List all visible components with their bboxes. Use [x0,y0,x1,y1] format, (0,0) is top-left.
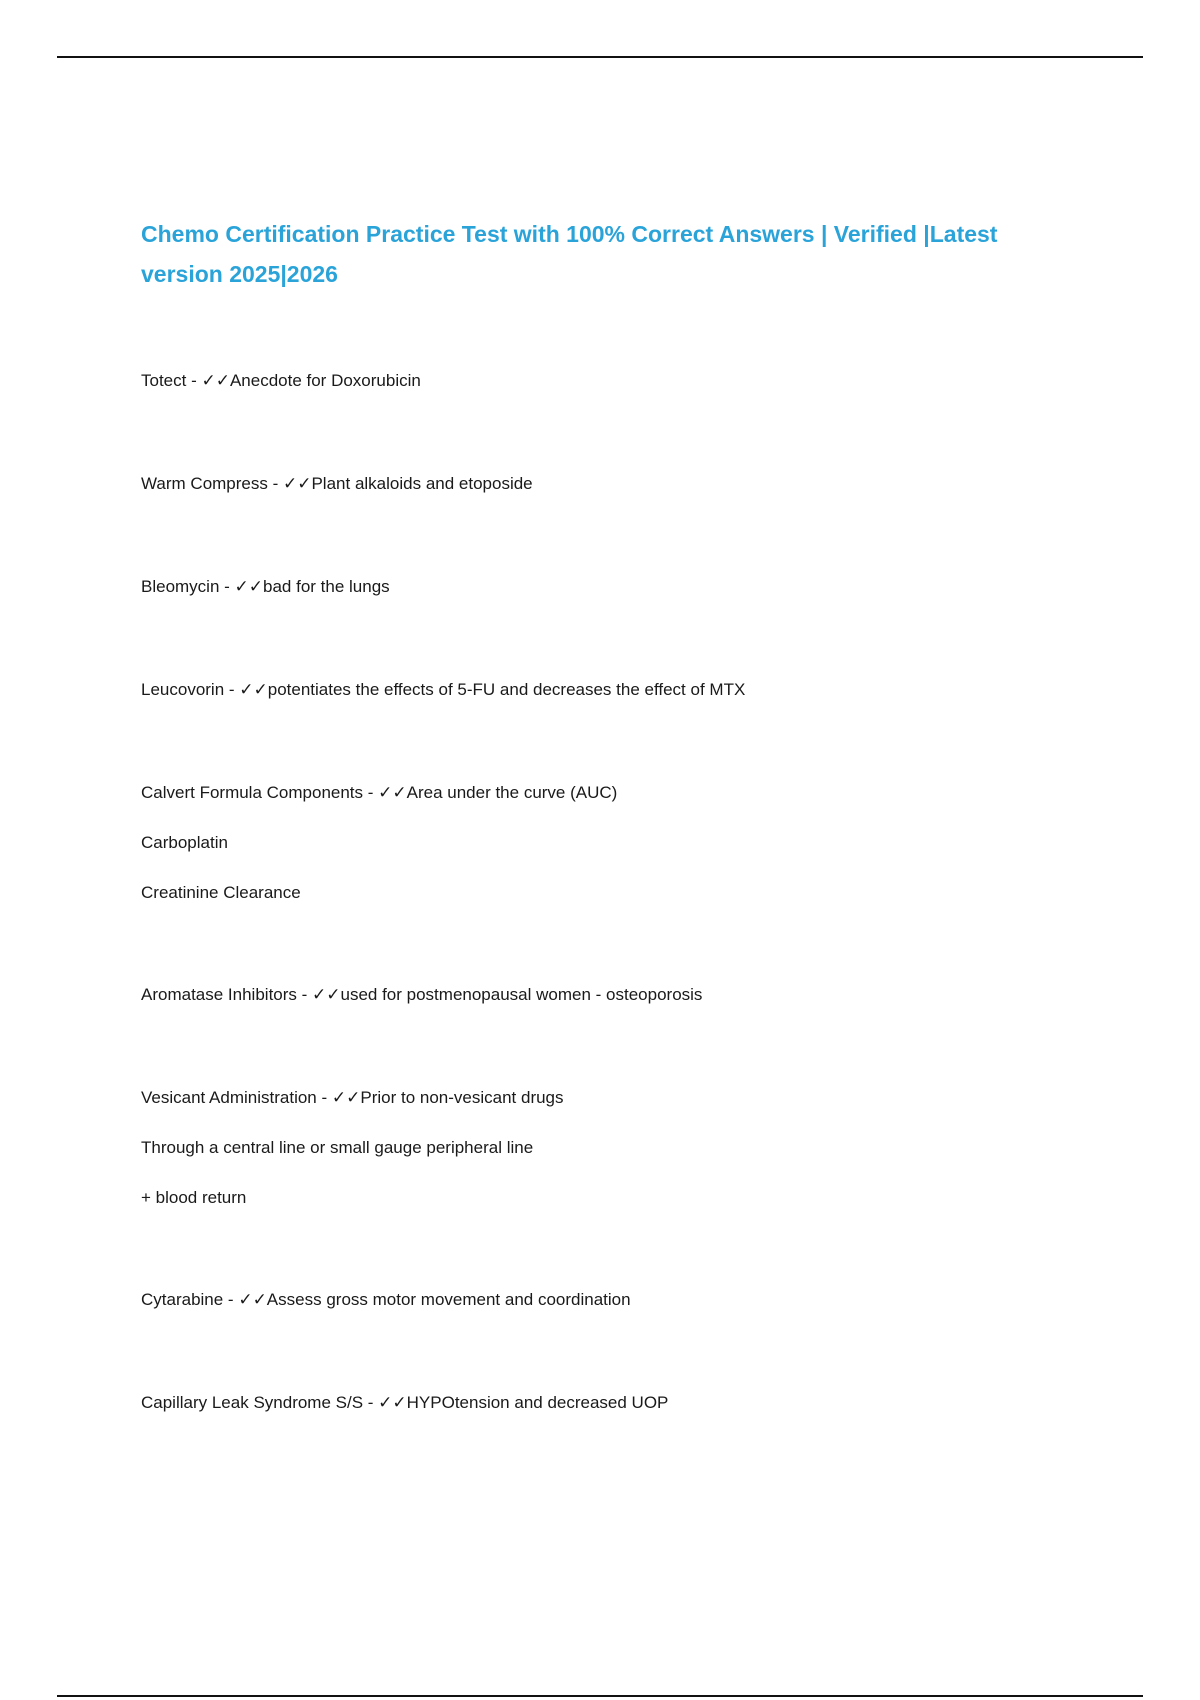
qa-entry [141,1388,1101,1438]
qa-entry [141,980,1101,1030]
qa-entry [141,572,1101,622]
document-title: Chemo Certification Practice Test with 100% Correct Answers | Verified |Latest version 2025|2026 [141,221,998,287]
qa-line: Vesicant Administration - ✓✓Prior to non-vesicant drugs [141,1088,564,1107]
qa-line: Calvert Formula Components - ✓✓Area under the curve (AUC) [141,783,618,802]
qa-entry [141,675,1101,725]
qa-line: Totect - ✓✓Anecdote for Doxorubicin [141,371,421,390]
qa-entry [141,778,1101,928]
qa-line: Warm Compress - ✓✓Plant alkaloids and etoposide [141,474,533,493]
qa-line: Capillary Leak Syndrome S/S - ✓✓HYPOtension and decreased UOP [141,1393,669,1412]
qa-entry [141,469,1101,519]
qa-entry [141,1083,1101,1233]
qa-line: Leucovorin - ✓✓potentiates the effects of 5-FU and decreases the effect of MTX [141,680,746,699]
qa-entry [141,366,1101,416]
qa-line: Through a central line or small gauge peripheral line [141,1138,534,1157]
footer-rule [57,1695,1143,1697]
qa-line: Bleomycin - ✓✓bad for the lungs [141,577,390,596]
header-rule [57,56,1143,58]
qa-line: Aromatase Inhibitors - ✓✓used for postmenopausal women - osteoporosis [141,985,703,1004]
qa-line: Carboplatin [141,833,228,852]
qa-line: Cytarabine - ✓✓Assess gross motor movement and coordination [141,1290,631,1309]
qa-line: Creatinine Clearance [141,883,301,902]
qa-line: + blood return [141,1188,247,1207]
qa-entry [141,1285,1101,1335]
